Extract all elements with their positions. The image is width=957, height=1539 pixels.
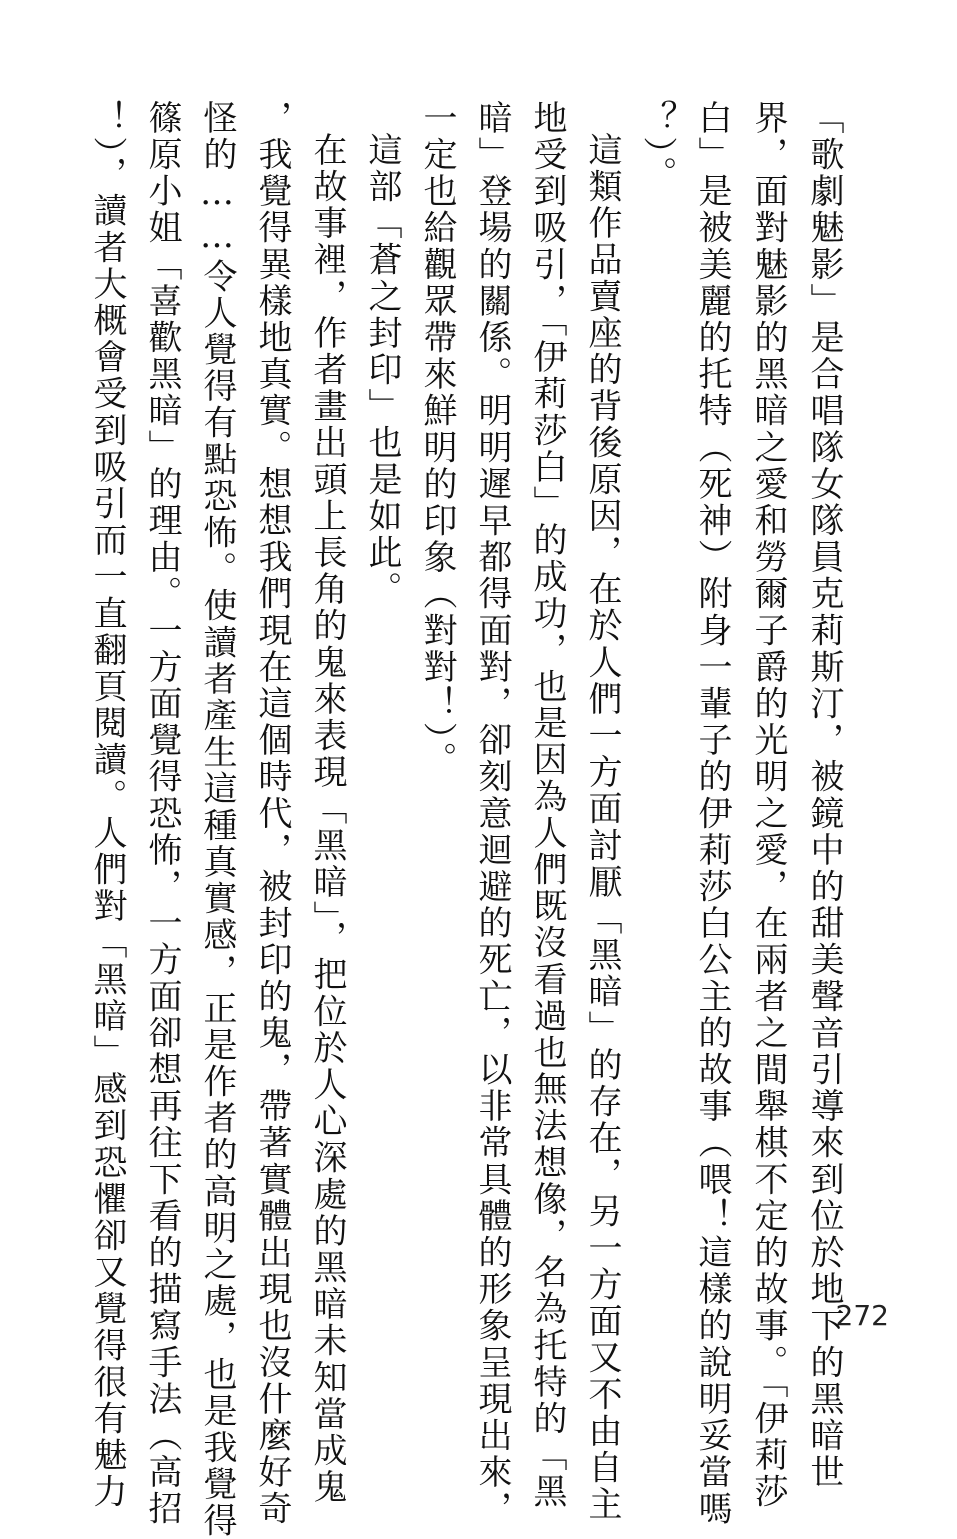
text-column-7: 暗」登場的關係。明明遲早都得面對，卻刻意迴避的死亡，以非常具體的形象呈現出來， — [472, 100, 512, 1528]
page-number: 272 — [835, 1299, 889, 1332]
text-column-10: 在故事裡，作者畫出頭上長角的鬼來表現「黑暗」，把位於人心深處的黑暗未知當成鬼 — [307, 132, 347, 1506]
text-column-13: 篠原小姐「喜歡黑暗」的理由。一方面覺得恐怖，一方面卻想再往下看的描寫手法（高招 — [142, 100, 182, 1528]
text-column-5: 這類作品賣座的背後原因，在於人們一方面討厭「黑暗」的存在，另一方面又不由自主 — [582, 132, 622, 1523]
text-column-1: 「歌劇魅影」是合唱隊女隊員克莉斯汀，被鏡中的甜美聲音引導來到位於地下的黑暗世 — [804, 100, 844, 1491]
text-column-8: 一定也給觀眾帶來鮮明的印象（對對！）。 — [417, 100, 457, 779]
text-column-11: ，我覺得異樣地真實。想想我們現在這個時代，被封印的鬼，帶著實體出現也沒什麼好奇 — [252, 100, 292, 1528]
text-column-12: 怪的……令人覺得有點恐怖。使讀者產生這種真實感，正是作者的高明之處，也是我覺得 — [197, 100, 237, 1539]
text-column-3: 白」是被美麗的托特（死神）附身一輩子的伊莉莎白公主的故事（喂！這樣的說明妥當嗎 — [692, 100, 732, 1528]
text-column-2: 界，面對魅影的黑暗之愛和勞爾子爵的光明之愛，在兩者之間舉棋不定的故事。「伊莉莎 — [748, 100, 788, 1511]
text-column-14: ！），讀者大概會受到吸引而一直翻頁閱讀。人們對「黑暗」感到恐懼卻又覺得很有魅力 — [87, 100, 127, 1511]
text-column-6: 地受到吸引，「伊莉莎白」的成功，也是因為人們既沒看過也無法想像，名為托特的「黑 — [527, 100, 567, 1511]
text-column-9: 這部「蒼之封印」也是如此。 — [362, 132, 402, 608]
text-column-4: ？）。 — [637, 100, 677, 193]
